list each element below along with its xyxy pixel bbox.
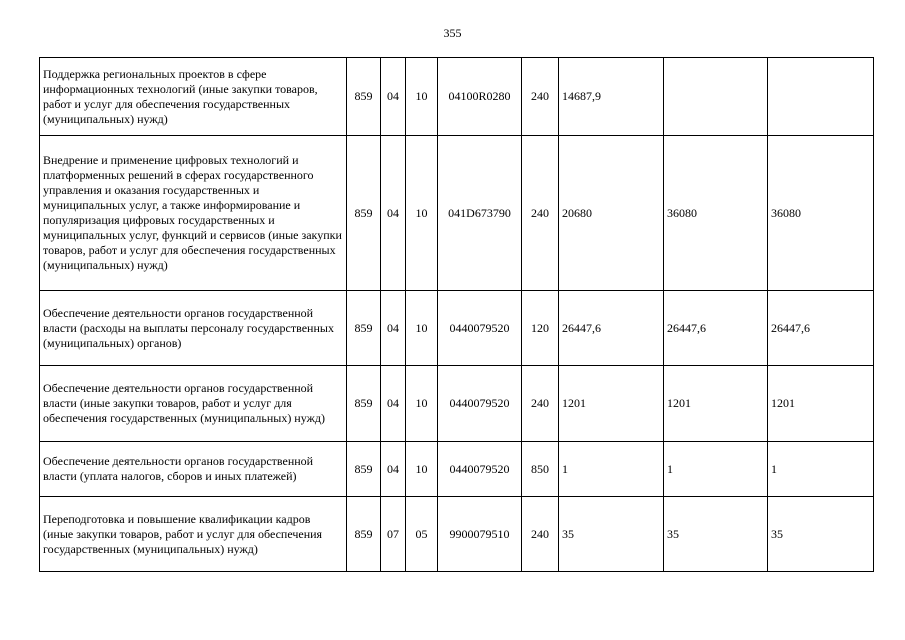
row-expense-type: 240	[522, 136, 559, 291]
row-amount-3: 35	[768, 497, 874, 572]
row-expense-type: 240	[522, 366, 559, 442]
row-description: Обеспечение деятельности органов государственной власти (уплата налогов, сборов и иных платежей)	[40, 442, 347, 497]
row-ministry-code: 859	[347, 291, 381, 366]
row-subsection-code: 05	[406, 497, 438, 572]
row-amount-3: 1201	[768, 366, 874, 442]
row-target-article: 0440079520	[438, 442, 522, 497]
row-subsection-code: 10	[406, 291, 438, 366]
row-amount-3: 36080	[768, 136, 874, 291]
row-section-code: 04	[381, 442, 406, 497]
row-expense-type: 240	[522, 497, 559, 572]
row-subsection-code: 10	[406, 366, 438, 442]
row-amount-1: 1	[559, 442, 664, 497]
row-ministry-code: 859	[347, 58, 381, 136]
row-target-article: 0440079520	[438, 291, 522, 366]
row-description: Внедрение и применение цифровых технологий и платформенных решений в сферах государственного управления и оказания государственных и муниципальных услуг, а также информирование и популяризация цифровых государственных и муниципальных услуг, функций и сервисов (иные закупки товаров, работ и услуг для обеспечения государственных (муниципальных) нужд)	[40, 136, 347, 291]
row-description: Обеспечение деятельности органов государственной власти (расходы на выплаты персоналу государственных (муниципальных) органов)	[40, 291, 347, 366]
table-row	[40, 291, 874, 366]
row-target-article: 9900079510	[438, 497, 522, 572]
row-expense-type: 850	[522, 442, 559, 497]
row-ministry-code: 859	[347, 497, 381, 572]
row-amount-1: 35	[559, 497, 664, 572]
row-target-article: 041D673790	[438, 136, 522, 291]
row-target-article: 04100R0280	[438, 58, 522, 136]
row-amount-2: 35	[664, 497, 768, 572]
row-section-code: 04	[381, 291, 406, 366]
row-amount-2: 1201	[664, 366, 768, 442]
table-row	[40, 136, 874, 291]
table-row	[40, 366, 874, 442]
row-ministry-code: 859	[347, 442, 381, 497]
row-section-code: 07	[381, 497, 406, 572]
table-row	[40, 442, 874, 497]
row-amount-2: 26447,6	[664, 291, 768, 366]
row-amount-2: 1	[664, 442, 768, 497]
row-ministry-code: 859	[347, 366, 381, 442]
row-amount-1: 14687,9	[559, 58, 664, 136]
row-section-code: 04	[381, 366, 406, 442]
row-amount-2	[664, 58, 768, 136]
row-description: Переподготовка и повышение квалификации кадров (иные закупки товаров, работ и услуг для обеспечения государственных (муниципальных) нужд)	[40, 497, 347, 572]
row-amount-1: 26447,6	[559, 291, 664, 366]
row-amount-3: 1	[768, 442, 874, 497]
row-subsection-code: 10	[406, 442, 438, 497]
row-section-code: 04	[381, 58, 406, 136]
row-amount-1: 1201	[559, 366, 664, 442]
row-description: Обеспечение деятельности органов государственной власти (иные закупки товаров, работ и услуг для обеспечения государственных (муниципальных) нужд)	[40, 366, 347, 442]
row-subsection-code: 10	[406, 58, 438, 136]
row-subsection-code: 10	[406, 136, 438, 291]
row-amount-2: 36080	[664, 136, 768, 291]
row-ministry-code: 859	[347, 136, 381, 291]
row-expense-type: 120	[522, 291, 559, 366]
table-row	[40, 58, 874, 136]
page-number: 355	[443, 26, 462, 40]
row-target-article: 0440079520	[438, 366, 522, 442]
table-row	[40, 497, 874, 572]
budget-table	[39, 57, 874, 572]
row-amount-1: 20680	[559, 136, 664, 291]
row-amount-3	[768, 58, 874, 136]
row-expense-type: 240	[522, 58, 559, 136]
row-amount-3: 26447,6	[768, 291, 874, 366]
row-section-code: 04	[381, 136, 406, 291]
row-description: Поддержка региональных проектов в сфере информационных технологий (иные закупки товаров, работ и услуг для обеспечения государственных (муниципальных) нужд)	[40, 58, 347, 136]
